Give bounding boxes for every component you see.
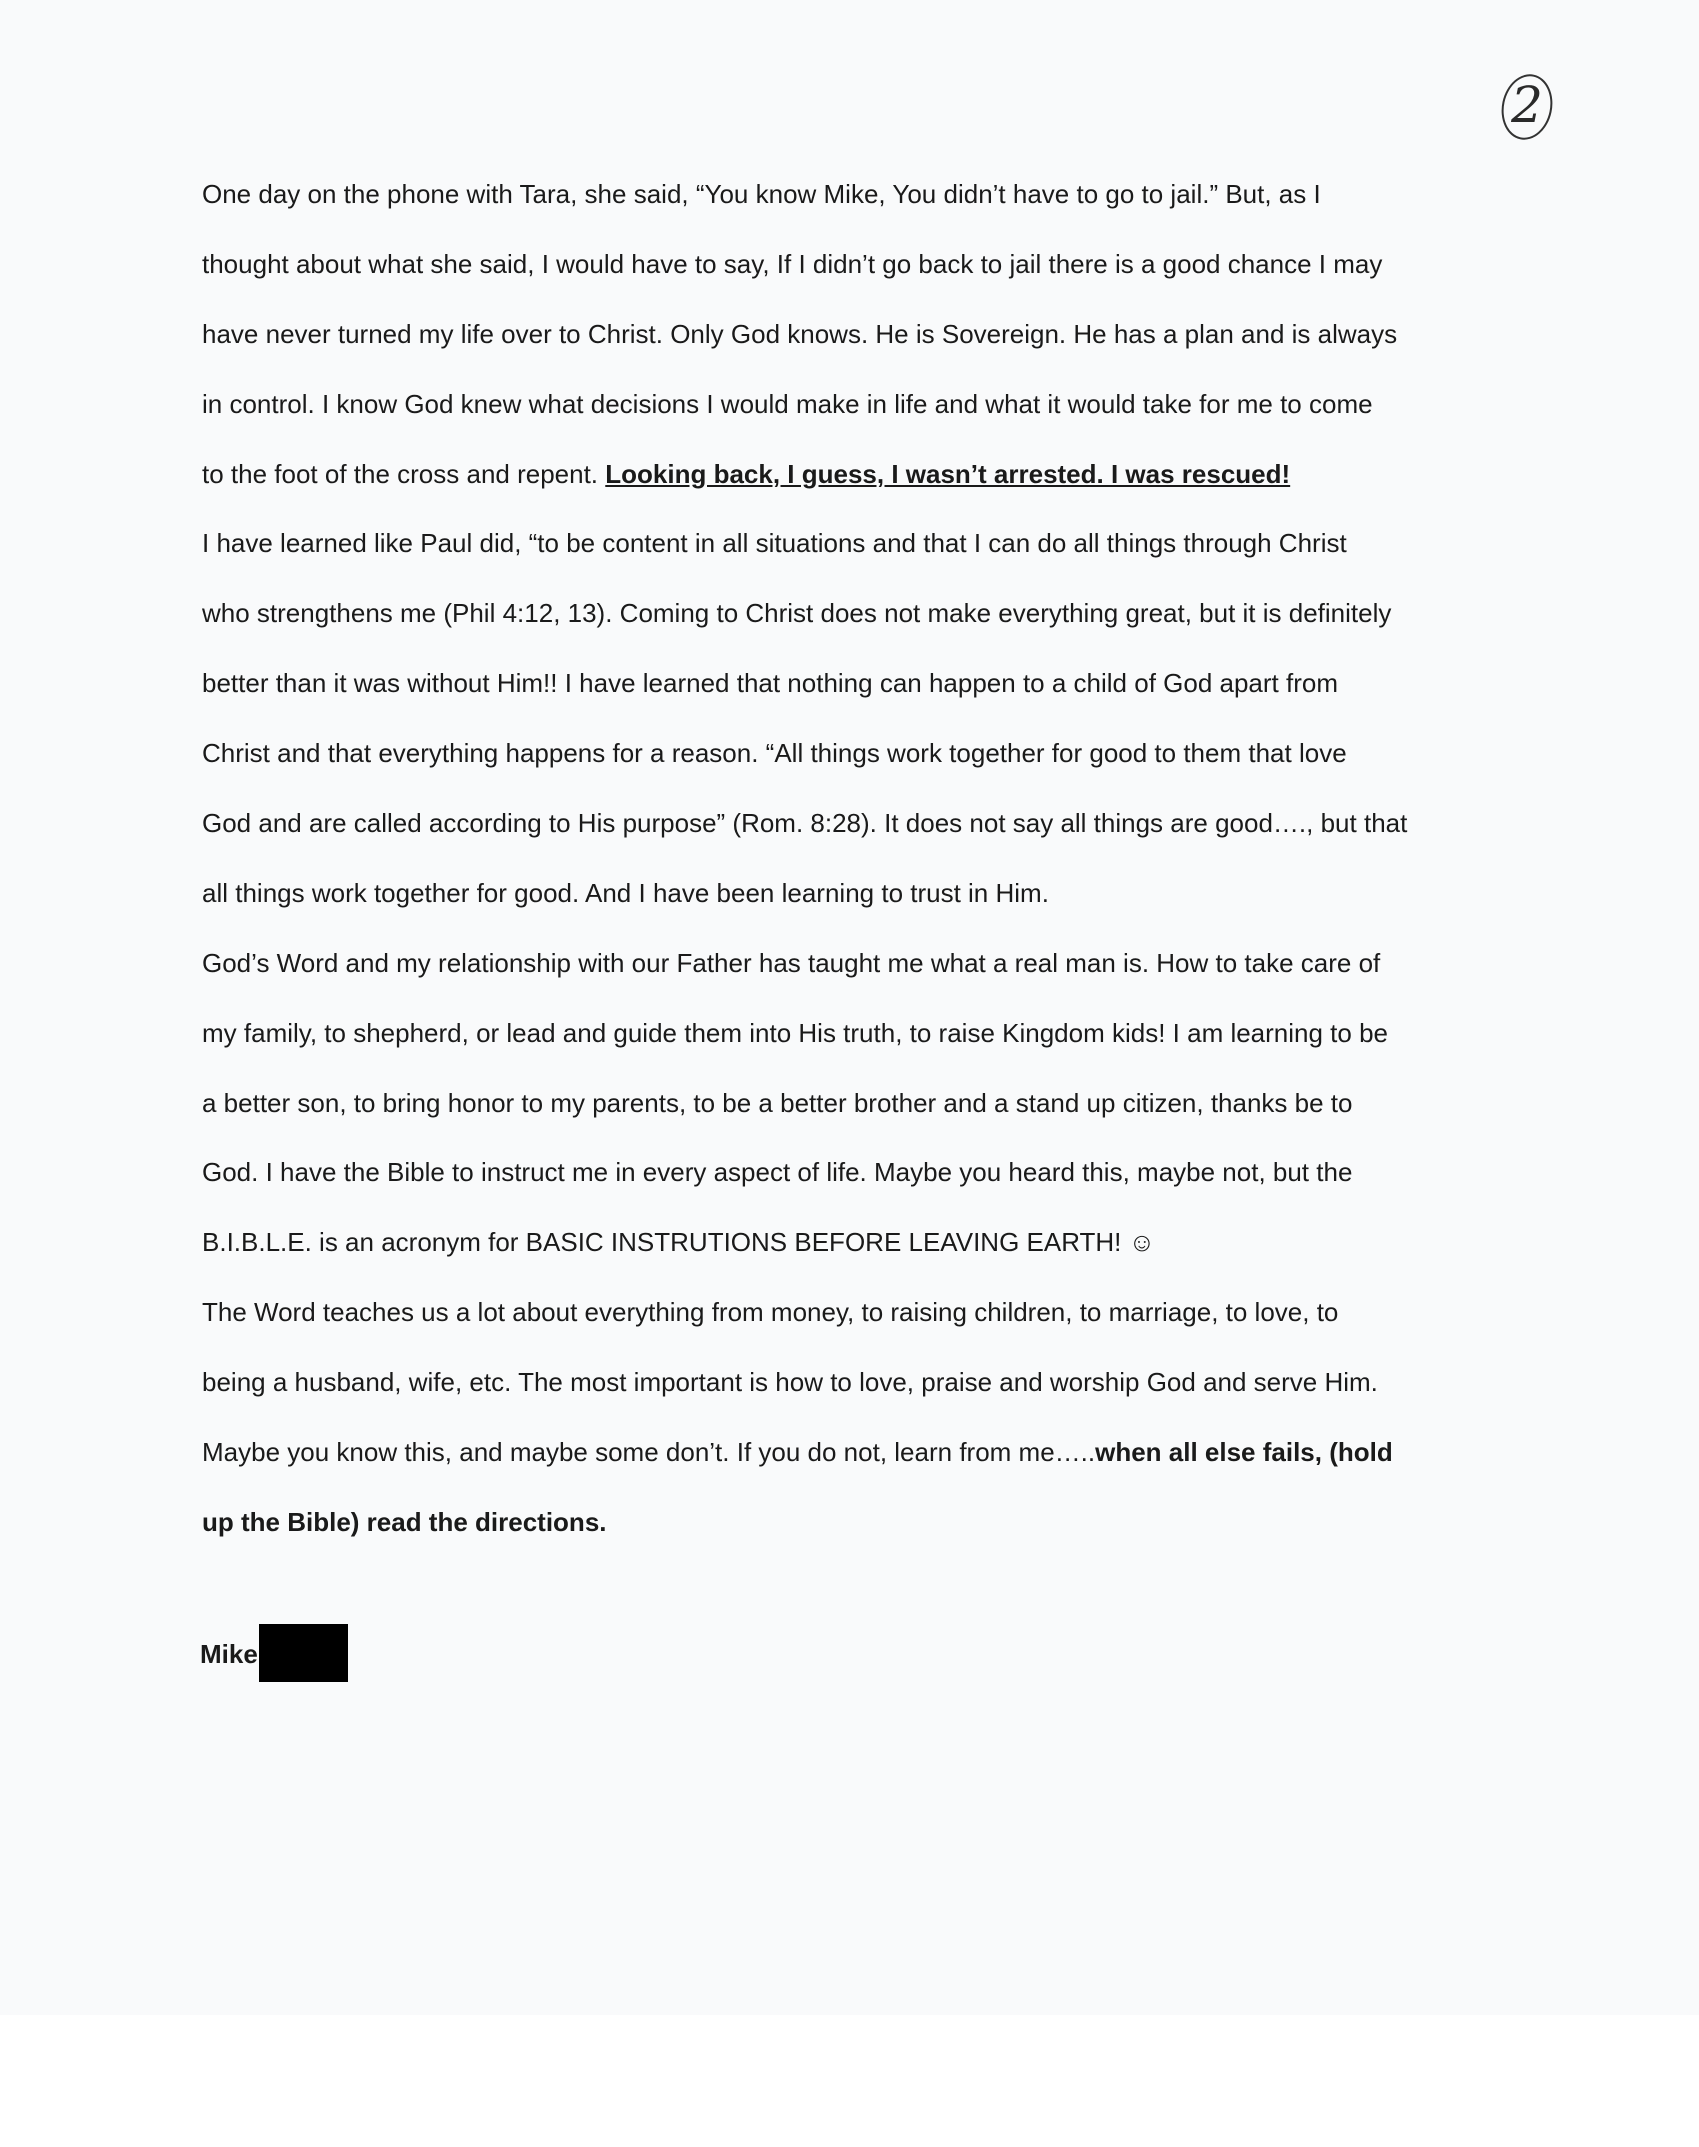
text-line: better than it was without Him!! I have learned that nothing can happen to a child of God apart from	[202, 668, 1339, 699]
text-line: all things work together for good. And I have been learning to trust in Him.	[202, 877, 1049, 908]
emphasis-directions: when all else fails, (hold	[1095, 1437, 1393, 1468]
letter-body	[202, 160, 1522, 1558]
text-line: being a husband, wife, etc. The most important is how to love, praise and worship God and serve Him.	[202, 1367, 1378, 1398]
text-line: a better son, to bring honor to my parents, to be a better brother and a stand up citizen, thanks be to	[202, 1087, 1353, 1118]
text-line: God and are called according to His purpose” (Rom. 8:28). It does not say all things are good…., but that	[202, 808, 1408, 839]
text-line: The Word teaches us a lot about everything from money, to raising children, to marriage, to love, to	[202, 1297, 1339, 1328]
text-segment: to the foot of the cross and repent.	[202, 458, 606, 489]
text-line: who strengthens me (Phil 4:12, 13). Coming to Christ does not make everything great, but it is definitely	[202, 598, 1392, 629]
emphasis-rescued: Looking back, I guess, I wasn’t arrested. I was rescued!	[605, 458, 1291, 489]
text-line	[202, 1418, 1522, 1488]
text-line	[202, 440, 1522, 510]
redaction-block	[259, 1624, 348, 1682]
page-number: 2	[1511, 76, 1543, 134]
text-line: thought about what she said, I would have to say, If I didn’t go back to jail there is a good chance I may	[202, 248, 1383, 279]
text-line: have never turned my life over to Christ. Only God knows. He is Sovereign. He has a plan and is always	[202, 318, 1398, 349]
text-line: One day on the phone with Tara, she said, “You know Mike, You didn’t have to go to jail.” But, as I	[202, 179, 1321, 209]
signature-name: Mike	[200, 1639, 258, 1669]
text-line: B.I.B.L.E. is an acronym for BASIC INSTRUTIONS BEFORE LEAVING EARTH! ☺	[202, 1227, 1156, 1258]
text-line: Christ and that everything happens for a reason. “All things work together for good to them that love	[202, 738, 1347, 769]
text-segment: Maybe you know this, and maybe some don’t. If you do not, learn from me…..	[202, 1437, 1096, 1468]
text-line: in control. I know God knew what decisions I would make in life and what it would take for me to come	[202, 388, 1373, 419]
text-line: God’s Word and my relationship with our Father has taught me what a real man is. How to take care of	[202, 947, 1381, 978]
text-line: I have learned like Paul did, “to be content in all situations and that I can do all things through Christ	[202, 528, 1347, 559]
text-line: my family, to shepherd, or lead and guide them into His truth, to raise Kingdom kids! I am learning to be	[202, 1017, 1389, 1048]
text-line: God. I have the Bible to instruct me in every aspect of life. Maybe you heard this, maybe not, but the	[202, 1157, 1353, 1188]
text-line-bold: up the Bible) read the directions.	[202, 1506, 607, 1537]
